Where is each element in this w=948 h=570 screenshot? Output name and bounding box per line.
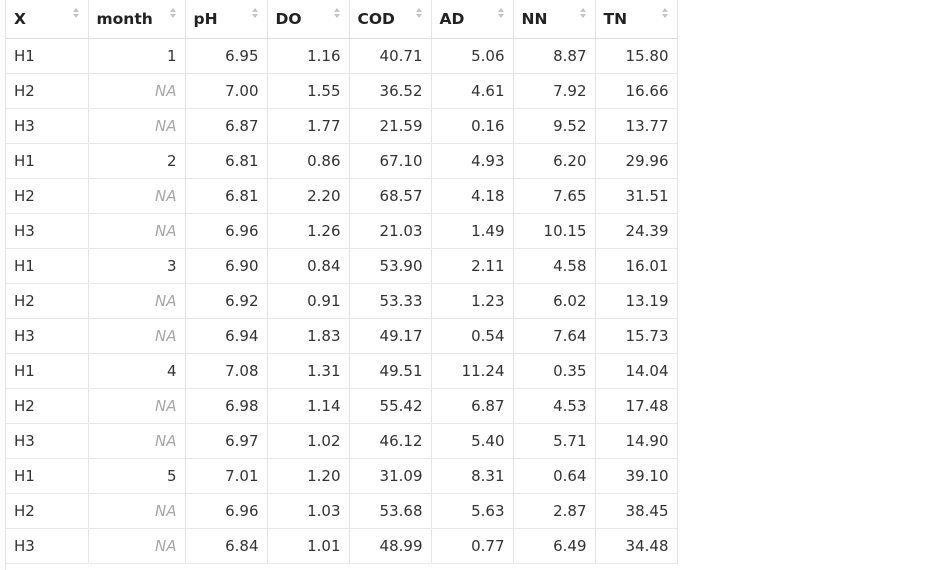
cell-cod: 21.03 (349, 213, 431, 248)
sort-arrows-icon[interactable] (415, 5, 423, 21)
table-row (6, 108, 677, 143)
cell-ph: 6.96 (185, 213, 267, 248)
sort-arrows-icon[interactable] (579, 5, 587, 21)
column-header-tn[interactable] (595, 0, 677, 38)
cell-x: H1 (6, 353, 88, 388)
column-header-ph[interactable] (185, 0, 267, 38)
cell-ph: 6.95 (185, 38, 267, 73)
cell-month-na: NA (88, 388, 185, 423)
cell-ph: 6.81 (185, 143, 267, 178)
cell-cod: 55.42 (349, 388, 431, 423)
cell-tn: 14.04 (595, 353, 677, 388)
cell-ph: 6.87 (185, 108, 267, 143)
cell-month-na: NA (88, 178, 185, 213)
cell-x: H2 (6, 283, 88, 318)
cell-x: H3 (6, 528, 88, 563)
column-header-nn[interactable] (513, 0, 595, 38)
cell-month-na: NA (88, 73, 185, 108)
cell-month-na: NA (88, 108, 185, 143)
cell-tn: 24.39 (595, 213, 677, 248)
sort-arrows-icon[interactable] (169, 5, 177, 21)
cell-ad: 0.54 (431, 318, 513, 353)
cell-ph: 6.94 (185, 318, 267, 353)
cell-x: H1 (6, 248, 88, 283)
table-row (6, 458, 677, 493)
cell-nn: 8.87 (513, 38, 595, 73)
cell-ad: 11.24 (431, 353, 513, 388)
cell-do: 1.14 (267, 388, 349, 423)
table-row (6, 283, 677, 318)
table-row (6, 318, 677, 353)
sort-arrows-icon[interactable] (72, 5, 80, 21)
cell-month-na: NA (88, 493, 185, 528)
table-row (6, 143, 677, 178)
cell-do: 1.55 (267, 73, 349, 108)
column-header-cod[interactable] (349, 0, 431, 38)
column-header-do[interactable] (267, 0, 349, 38)
cell-cod: 21.59 (349, 108, 431, 143)
cell-x: H1 (6, 38, 88, 73)
table-row (6, 178, 677, 213)
cell-month: 1 (88, 38, 185, 73)
cell-x: H1 (6, 458, 88, 493)
cell-x: H2 (6, 178, 88, 213)
table-row (6, 73, 677, 108)
table-row (6, 353, 677, 388)
cell-cod: 31.09 (349, 458, 431, 493)
cell-nn: 2.87 (513, 493, 595, 528)
cell-cod: 46.12 (349, 423, 431, 458)
cell-ad: 1.49 (431, 213, 513, 248)
cell-nn: 5.71 (513, 423, 595, 458)
column-header-label: month (96, 9, 153, 28)
cell-ad: 4.93 (431, 143, 513, 178)
cell-month-na: NA (88, 283, 185, 318)
cell-nn: 0.64 (513, 458, 595, 493)
cell-cod: 53.90 (349, 248, 431, 283)
cell-ph: 6.96 (185, 493, 267, 528)
cell-ph: 6.92 (185, 283, 267, 318)
cell-ph: 6.84 (185, 528, 267, 563)
cell-cod: 48.99 (349, 528, 431, 563)
cell-x: H2 (6, 388, 88, 423)
cell-ph: 6.98 (185, 388, 267, 423)
column-header-label: COD (357, 9, 395, 28)
column-header-ad[interactable] (431, 0, 513, 38)
cell-tn: 13.19 (595, 283, 677, 318)
table-row (6, 423, 677, 458)
cell-tn: 39.10 (595, 458, 677, 493)
cell-do: 1.16 (267, 38, 349, 73)
cell-ad: 5.06 (431, 38, 513, 73)
cell-ad: 4.18 (431, 178, 513, 213)
cell-cod: 68.57 (349, 178, 431, 213)
cell-nn: 6.20 (513, 143, 595, 178)
cell-cod: 49.17 (349, 318, 431, 353)
cell-nn: 7.92 (513, 73, 595, 108)
cell-month: 5 (88, 458, 185, 493)
column-header-label: NN (521, 9, 548, 28)
cell-cod: 36.52 (349, 73, 431, 108)
cell-cod: 53.68 (349, 493, 431, 528)
cell-nn: 7.65 (513, 178, 595, 213)
column-header-label: X (14, 9, 26, 28)
cell-ad: 5.63 (431, 493, 513, 528)
cell-cod: 40.71 (349, 38, 431, 73)
cell-tn: 15.80 (595, 38, 677, 73)
column-header-month[interactable] (88, 0, 185, 38)
column-header-label: DO (275, 9, 302, 28)
column-header-label: TN (603, 9, 628, 28)
cell-cod: 49.51 (349, 353, 431, 388)
cell-nn: 9.52 (513, 108, 595, 143)
cell-nn: 4.53 (513, 388, 595, 423)
table-row (6, 388, 677, 423)
cell-do: 1.02 (267, 423, 349, 458)
cell-do: 0.84 (267, 248, 349, 283)
cell-month-na: NA (88, 213, 185, 248)
cell-x: H1 (6, 143, 88, 178)
table-header (6, 0, 677, 38)
sort-arrows-icon[interactable] (251, 5, 259, 21)
cell-tn: 17.48 (595, 388, 677, 423)
cell-x: H2 (6, 73, 88, 108)
cell-x: H3 (6, 108, 88, 143)
cell-do: 0.86 (267, 143, 349, 178)
cell-ph: 7.08 (185, 353, 267, 388)
cell-x: H3 (6, 213, 88, 248)
cell-tn: 31.51 (595, 178, 677, 213)
cell-x: H3 (6, 318, 88, 353)
header-row (6, 0, 677, 38)
cell-ad: 0.16 (431, 108, 513, 143)
cell-do: 0.91 (267, 283, 349, 318)
cell-do: 1.31 (267, 353, 349, 388)
cell-ad: 8.31 (431, 458, 513, 493)
cell-ad: 6.87 (431, 388, 513, 423)
cell-tn: 16.66 (595, 73, 677, 108)
cell-tn: 34.48 (595, 528, 677, 563)
cell-ph: 6.90 (185, 248, 267, 283)
cell-nn: 4.58 (513, 248, 595, 283)
table-row (6, 528, 677, 563)
cell-cod: 53.33 (349, 283, 431, 318)
sort-arrows-icon[interactable] (661, 5, 669, 21)
cell-ad: 5.40 (431, 423, 513, 458)
cell-month: 3 (88, 248, 185, 283)
cell-x: H2 (6, 493, 88, 528)
cell-do: 2.20 (267, 178, 349, 213)
cell-cod: 67.10 (349, 143, 431, 178)
cell-nn: 0.35 (513, 353, 595, 388)
cell-do: 1.77 (267, 108, 349, 143)
table-body (6, 38, 677, 563)
column-header-label: AD (439, 9, 465, 28)
cell-tn: 14.90 (595, 423, 677, 458)
cell-nn: 10.15 (513, 213, 595, 248)
column-header-x[interactable] (6, 0, 88, 38)
cell-nn: 6.02 (513, 283, 595, 318)
sort-arrows-icon[interactable] (497, 5, 505, 21)
cell-ph: 7.01 (185, 458, 267, 493)
cell-tn: 15.73 (595, 318, 677, 353)
cell-nn: 7.64 (513, 318, 595, 353)
cell-do: 1.01 (267, 528, 349, 563)
cell-tn: 13.77 (595, 108, 677, 143)
cell-month-na: NA (88, 528, 185, 563)
cell-month-na: NA (88, 318, 185, 353)
cell-do: 1.83 (267, 318, 349, 353)
cell-ph: 6.97 (185, 423, 267, 458)
column-header-label: pH (193, 9, 218, 28)
cell-x: H3 (6, 423, 88, 458)
cell-ph: 7.00 (185, 73, 267, 108)
table-row (6, 493, 677, 528)
cell-tn: 16.01 (595, 248, 677, 283)
data-table (6, 0, 678, 564)
cell-month: 4 (88, 353, 185, 388)
cell-month: 2 (88, 143, 185, 178)
cell-ad: 0.77 (431, 528, 513, 563)
table-row (6, 248, 677, 283)
table-row (6, 213, 677, 248)
table-row (6, 38, 677, 73)
cell-do: 1.20 (267, 458, 349, 493)
cell-month-na: NA (88, 423, 185, 458)
cell-nn: 6.49 (513, 528, 595, 563)
cell-do: 1.26 (267, 213, 349, 248)
cell-ad: 2.11 (431, 248, 513, 283)
cell-tn: 29.96 (595, 143, 677, 178)
cell-ph: 6.81 (185, 178, 267, 213)
cell-ad: 4.61 (431, 73, 513, 108)
sort-arrows-icon[interactable] (333, 5, 341, 21)
cell-do: 1.03 (267, 493, 349, 528)
cell-ad: 1.23 (431, 283, 513, 318)
cell-tn: 38.45 (595, 493, 677, 528)
